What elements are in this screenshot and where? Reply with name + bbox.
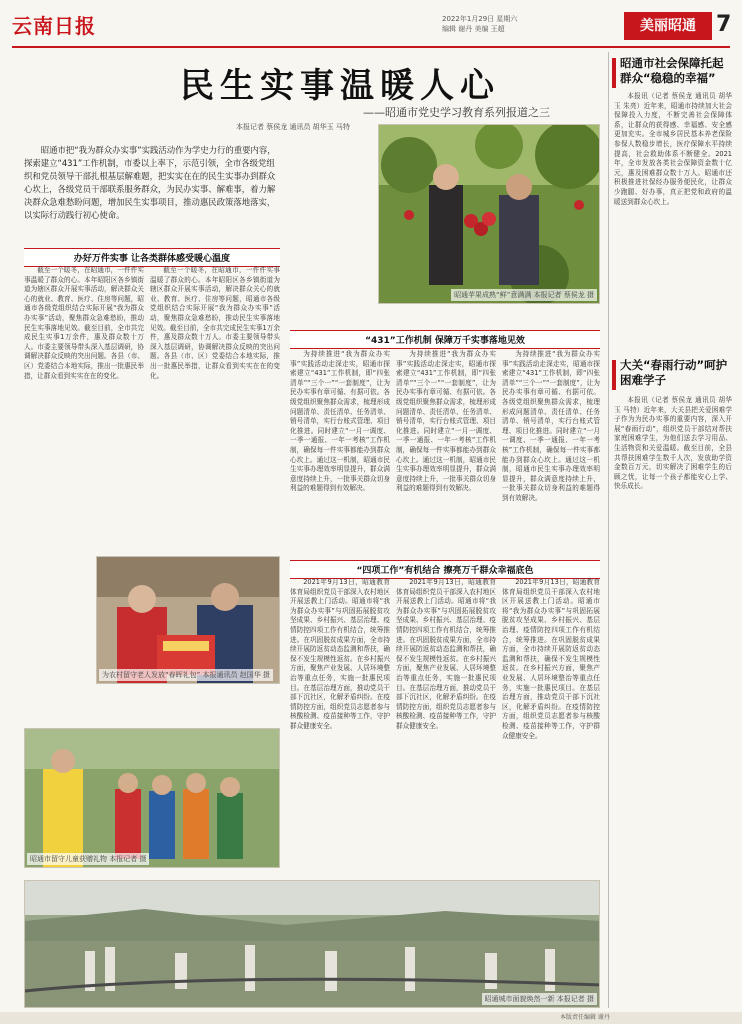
section-3-paragraph: 2021年9月13日，昭通教育体育局组织党员干部深入农村地区开展送教上门活动。昭通市将“我为群众办实事”与巩固拓展脱贫攻坚成果、乡村振兴、基层治理、疫情防控四项工作有机结合，统筹推进。在巩固脱贫成果方面，全市持续开展防返贫动态监测和帮扶，确保不发生规模性返贫。在乡村振兴方面，聚焦产业发展、人居环境整治等重点任务，实施一批惠民项目。在基层治理方面，推动党员干部下沉社区，化解矛盾纠纷。在疫情防控方面，组织党员志愿者参与核酸检测、疫苗接种等工作，守护群众健康安全。 xyxy=(290,578,390,730)
section-1-text-continued xyxy=(150,266,280,566)
section-3-paragraph-right: 2021年9月13日，昭通教育体育局组织党员干部深入农村地区开展送教上门活动。昭通市将“我为群众办实事”与巩固拓展脱贫攻坚成果、乡村振兴、基层治理、疫情防控四项工作有机结合，统筹推进。在巩固脱贫成果方面，全市持续开展防返贫动态监测和帮扶，确保不发生规模性返贫。在乡村振兴方面，聚焦产业发展、人居环境整治等重点任务，实施一批惠民项目。在基层治理方面，推动党员干部下沉社区，化解矛盾纠纷。在疫情防控方面，组织党员志愿者参与核酸检测、疫苗接种等工作，守护群众健康安全。 xyxy=(502,578,600,740)
masthead xyxy=(12,10,730,44)
sidebar-story-2-title: 大关“春雨行动”呵护困难学子 xyxy=(620,358,728,387)
section-3-paragraph-middle: 2021年9月13日，昭通教育体育局组织党员干部深入农村地区开展送教上门活动。昭通市将“我为群众办实事”与巩固拓展脱贫攻坚成果、乡村振兴、基层治理、疫情防控四项工作有机结合，统筹推进。在巩固脱贫成果方面，全市持续开展防返贫动态监测和帮扶，确保不发生规模性返贫。在乡村振兴方面，聚焦产业发展、人居环境整治等重点任务，实施一批惠民项目。在基层治理方面，推动党员干部下沉社区，化解矛盾纠纷。在疫情防控方面，组织党员志愿者参与核酸检测、疫苗接种等工作，守护群众健康安全。 xyxy=(396,578,496,730)
section-1-paragraph-continued: 截至一个暖冬，在昭通市，一件件实事温暖了群众的心。本年昭阳区各乡镇街道为辖区群众开展实事活动，解决群众关心的就业、教育、医疗、住房等问题，昭通市各级党组织结合实际开展“我为群众办实事”活动，聚焦群众急难愁盼，推动民生实事落地见效。截至目前，全市共完成民生实事1万余件，惠及群众数十万人。市委主要领导带头深入基层调研，协调解决群众反映的突出问题。各县（市、区）党委结合本地实际，推出一批惠民举措，让群众看到实实在在的变化。 xyxy=(150,266,280,380)
issue-date: 2022年1月29日 星期六 xyxy=(442,15,518,23)
subheadline: ——昭通市党史学习教育系列报道之三 xyxy=(363,106,550,119)
section-2-text-right xyxy=(502,350,600,550)
section-3-text xyxy=(290,578,390,878)
aerial-city-image xyxy=(25,881,600,1008)
headline: 民生实事温暖人心 xyxy=(180,66,500,106)
children-image xyxy=(25,729,280,868)
section-2-paragraph-middle: 为持续推进“我为群众办实事”实践活动走深走实，昭通市探索建立“431”工作机制，即“四张清单”“三个一”“一套制度”，让为民办实事有章可循、有据可依。各级党组织聚焦群众需求，梳理形成问题清单、责任清单、任务清单、销号清单，实行台账式管理、项目化推进。同时建立“一月一调度、一季一通报、一年一考核”工作机制，确保每一件实事都能办到群众心坎上。通过这一机制，昭通市民生实事办理效率明显提升，群众满意度持续上升，一批事关群众切身利益的难题得到有效解决。 xyxy=(396,350,496,493)
issue-meta xyxy=(442,14,622,34)
newspaper-logo: 云南日报 xyxy=(12,14,96,38)
sidebar-story-2-text xyxy=(614,396,732,1008)
section-3-text-right xyxy=(502,578,600,878)
section-3-text-middle xyxy=(396,578,496,878)
section-2-title: “431”工作机制 保障万千实事落地见效 xyxy=(290,330,600,349)
sidebar-story-2-paragraph: 本报讯（记者 蔡侯龙 通讯员 胡华玉 马特）近年来，大关县把关爱困难学子作为为民办实事的重要内容，深入开展“春雨行动”，组织党员干部结对帮扶家庭困难学生，为他们送去学习用品、生活物资和关爱温暖。截至目前，全县共帮扶困难学生数千人次，发放助学资金数百万元，切实解决了困难学生的后顾之忧，让每一个孩子都能安心上学、快乐成长。 xyxy=(614,396,732,491)
photo-caption-middle: 为农村留守老人发放“春晖礼包” 本报通讯员 赵国华 摄 xyxy=(99,669,273,681)
sidebar-story-1-paragraph: 本报讯（记者 蔡侯龙 通讯员 胡华玉 朱亮）近年来，昭通市持续加大社会保障投入力度，不断完善社会保障体系，让群众的获得感、幸福感、安全感更加充实。全市城乡居民基本养老保险参保人数稳步增长，医疗保障水平持续提高，社会救助体系不断健全。2021年，全市发放各类社会保障资金数十亿元，惠及困难群众数十万人。昭通市还积极推进社保经办服务便民化，让群众少跑腿、好办事，真正把党和政府的温暖送到群众心坎上。 xyxy=(614,92,732,206)
photo-caption-top: 昭通苹果成熟“鲜”意满满 本报记者 蔡侯龙 摄 xyxy=(451,289,597,301)
sidebar-divider xyxy=(608,52,609,1008)
section-1-title: 办好万件实事 让各类群体感受暖心温度 xyxy=(24,248,280,267)
section-2-text-middle xyxy=(396,350,496,550)
photo-aerial-city xyxy=(24,880,600,1008)
section-2-paragraph-right: 为持续推进“我为群众办实事”实践活动走深走实，昭通市探索建立“431”工作机制，即“四张清单”“三个一”“一套制度”，让为民办实事有章可循、有据可依。各级党组织聚焦群众需求，梳理形成问题清单、责任清单、任务清单、销号清单，实行台账式管理、项目化推进。同时建立“一月一调度、一季一通报、一年一考核”工作机制，确保每一件实事都能办到群众心坎上。通过这一机制，昭通市民生实事办理效率明显提升，群众满意度持续上升，一批事关群众切身利益的难题得到有效解决。 xyxy=(502,350,600,502)
elderly-gifts-image xyxy=(97,557,280,684)
sidebar-story-1-bar xyxy=(612,58,616,88)
section-3-title: “四项工作”有机结合 擦亮万千群众幸福底色 xyxy=(290,560,600,579)
section-1-text xyxy=(24,266,144,566)
photo-elderly-gifts xyxy=(96,556,280,684)
lede-paragraph: 昭通市把“我为群众办实事”实践活动作为学史力行的重要内容，探索建立“431”工作机制，市委以上率下，示范引领，全市各级党组织和党员领导干部扎根基层解难题，把实实在在的民生实事办到群众心坎上，各级党员干部联系服务群众，为民办实事、解难事，着力解决群众急难愁盼问题，增加民生实事项目，推动惠民政策落地落实，以实际行动践行初心使命。 xyxy=(24,145,276,220)
sidebar-story-1-title: 昭通市社会保障托起群众“稳稳的幸福” xyxy=(620,56,724,85)
section-tag: 美丽昭通 xyxy=(624,12,712,40)
masthead-rule xyxy=(12,46,730,48)
section-1-paragraph: 截至一个暖冬，在昭通市，一件件实事温暖了群众的心。本年昭阳区各乡镇街道为辖区群众开展实事活动，解决群众关心的就业、教育、医疗、住房等问题，昭通市各级党组织结合实际开展“我为群众办实事”活动，聚焦群众急难愁盼，推动民生实事落地见效。截至目前，全市共完成民生实事1万余件，惠及群众数十万人。市委主要领导带头深入基层调研，协调解决群众反映的突出问题。各县（市、区）党委结合本地实际，推出一批惠民举措，让群众看到实实在在的变化。 xyxy=(24,266,144,380)
section-2-paragraph: 为持续推进“我为群众办实事”实践活动走深走实，昭通市探索建立“431”工作机制，即“四张清单”“三个一”“一套制度”，让为民办实事有章可循、有据可依。各级党组织聚焦群众需求，梳理形成问题清单、责任清单、任务清单、销号清单，实行台账式管理、项目化推进。同时建立“一月一调度、一季一通报、一年一考核”工作机制，确保每一件实事都能办到群众心坎上。通过这一机制，昭通市民生实事办理效率明显提升，群众满意度持续上升，一批事关群众切身利益的难题得到有效解决。 xyxy=(290,350,390,493)
photo-apple-harvest xyxy=(378,124,600,304)
photo-caption-bottom-left: 昭通市留守儿童获赠礼物 本报记者 摄 xyxy=(27,853,149,865)
apple-harvest-image xyxy=(379,125,600,304)
byline: 本报记者 蔡侯龙 通讯员 胡华玉 马特 xyxy=(236,123,350,131)
footer-credit: 本版责任编辑 谢丹 xyxy=(560,1014,610,1021)
sidebar-story-1-text xyxy=(614,92,732,350)
photo-children xyxy=(24,728,280,868)
photo-caption-aerial: 昭通城市面貌焕然一新 本报记者 摄 xyxy=(482,993,597,1005)
issue-editor: 编辑 谢丹 美编 王超 xyxy=(442,25,505,33)
sidebar-story-2-bar xyxy=(612,360,616,390)
footer-band xyxy=(0,1012,742,1024)
page-number: 7 xyxy=(716,12,732,37)
section-2-text xyxy=(290,350,390,550)
